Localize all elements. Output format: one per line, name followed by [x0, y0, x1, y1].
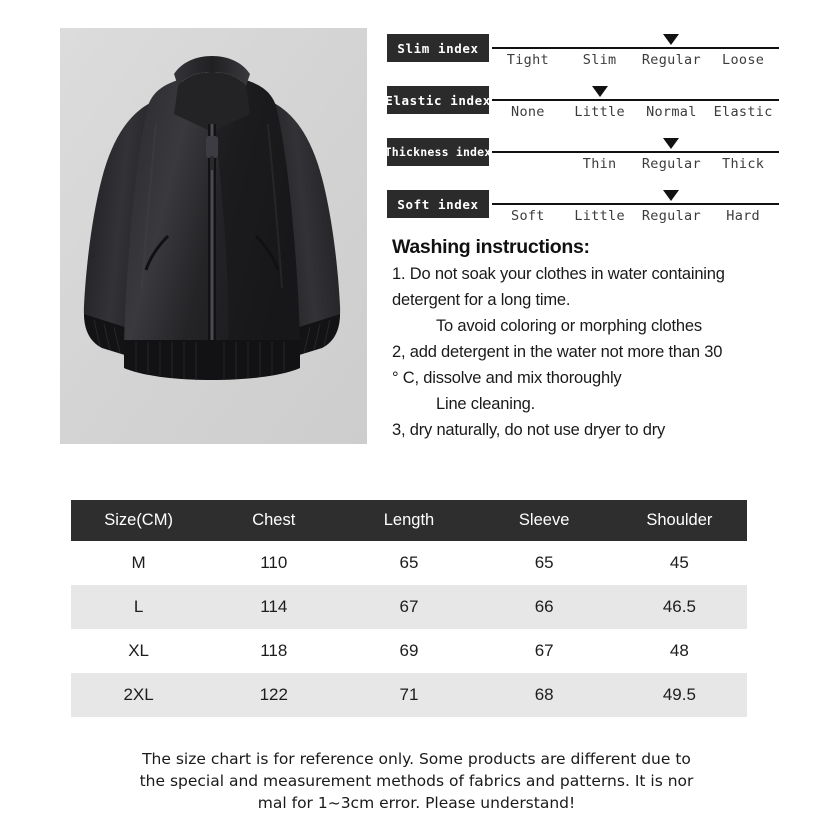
scale-option: Hard — [726, 208, 760, 224]
cell-chest: 122 — [259, 685, 288, 704]
scale-line — [492, 99, 779, 101]
cell-size: L — [133, 597, 144, 616]
scale-option: Thick — [722, 156, 765, 172]
product-photo — [60, 28, 367, 444]
scale-option: Little — [574, 104, 625, 120]
washing-line: Line cleaning. — [436, 395, 536, 413]
disclaimer-line: The size chart is for reference only. Some products are different due to — [142, 750, 691, 768]
cell-shoulder: 48 — [669, 641, 689, 660]
scale-option — [492, 156, 564, 172]
scale-options-thickness — [492, 156, 779, 172]
index-row-slim — [387, 28, 779, 80]
washing-line: 1. Do not soak your clothes in water containing — [392, 265, 725, 283]
table-header-row — [71, 500, 747, 541]
table-row — [71, 629, 747, 673]
washing-instructions-title: Washing instructions: — [392, 236, 590, 258]
index-label-slim: Slim index — [387, 34, 489, 62]
table-row — [71, 541, 747, 585]
index-section — [384, 28, 779, 236]
cell-size: 2XL — [123, 685, 154, 704]
cell-shoulder: 46.5 — [662, 597, 696, 616]
washing-line: 2, add detergent in the water not more than 30 — [392, 343, 723, 361]
cell-length: 71 — [399, 685, 419, 704]
disclaimer-line: the special and measurement methods of fabrics and patterns. It is nor — [139, 772, 694, 790]
scale-option: None — [511, 104, 545, 120]
table-row — [71, 585, 747, 629]
scale-options-soft — [492, 208, 779, 224]
cell-sleeve: 66 — [534, 597, 554, 616]
cell-chest: 114 — [260, 597, 288, 616]
cell-sleeve: 65 — [534, 553, 554, 572]
scale-line — [492, 203, 779, 205]
index-row-thickness — [384, 132, 779, 184]
scale-option: Tight — [506, 52, 549, 68]
cell-chest: 110 — [260, 553, 288, 572]
column-header-sleeve: Sleeve — [518, 511, 570, 529]
scale-option: Loose — [722, 52, 765, 68]
scale-line — [492, 151, 779, 153]
cell-sleeve: 67 — [534, 641, 554, 660]
washing-instructions — [392, 236, 792, 443]
column-header-shoulder: Shoulder — [646, 511, 713, 529]
washing-line: detergent for a long time. — [392, 291, 571, 309]
scale-option: Regular — [641, 208, 701, 224]
cell-sleeve: 68 — [534, 685, 554, 704]
scale-option: Regular — [641, 52, 701, 68]
disclaimer-note — [40, 748, 793, 814]
index-scale-slim — [492, 28, 779, 80]
cell-length: 65 — [399, 553, 419, 572]
column-header-length: Length — [383, 511, 435, 529]
scale-option: Regular — [641, 156, 701, 172]
table-row — [71, 673, 747, 717]
disclaimer-line: mal for 1~3cm error. Please understand! — [257, 794, 576, 812]
cell-chest: 118 — [260, 641, 288, 660]
scale-option: Slim — [582, 52, 617, 68]
cell-size: M — [131, 553, 146, 572]
scale-arrow-thickness — [663, 138, 679, 149]
cell-shoulder: 45 — [669, 553, 689, 572]
scale-option: Elastic — [713, 104, 773, 120]
index-scale-elastic — [492, 80, 779, 132]
scale-arrow-soft — [663, 190, 679, 201]
cell-shoulder: 49.5 — [662, 685, 696, 704]
cell-length: 67 — [399, 597, 419, 616]
index-label-thickness: Thickness index — [387, 138, 489, 166]
index-label-elastic: Elastic index — [387, 86, 489, 114]
index-scale-soft — [492, 184, 779, 236]
size-chart-table — [71, 500, 747, 717]
column-header-size: Size(CM) — [104, 511, 173, 529]
washing-line: ° C, dissolve and mix thoroughly — [392, 369, 622, 387]
washing-line: 3, dry naturally, do not use dryer to dry — [392, 421, 666, 439]
scale-options-elastic — [492, 104, 779, 120]
index-row-soft — [387, 184, 779, 236]
cell-size: XL — [128, 641, 149, 660]
scale-option: Thin — [582, 156, 617, 172]
scale-options-slim — [492, 52, 779, 68]
scale-option: Normal — [646, 104, 697, 120]
column-header-chest: Chest — [252, 511, 296, 529]
scale-option: Little — [574, 208, 625, 224]
scale-line — [492, 47, 779, 49]
index-scale-thickness — [492, 132, 779, 184]
scale-option: Soft — [511, 208, 545, 224]
scale-arrow-elastic — [592, 86, 608, 97]
washing-line: To avoid coloring or morphing clothes — [436, 317, 702, 335]
index-label-soft: Soft index — [387, 190, 489, 218]
cell-length: 69 — [399, 641, 419, 660]
index-row-elastic — [387, 80, 779, 132]
scale-arrow-slim — [663, 34, 679, 45]
jacket-illustration — [60, 28, 367, 444]
